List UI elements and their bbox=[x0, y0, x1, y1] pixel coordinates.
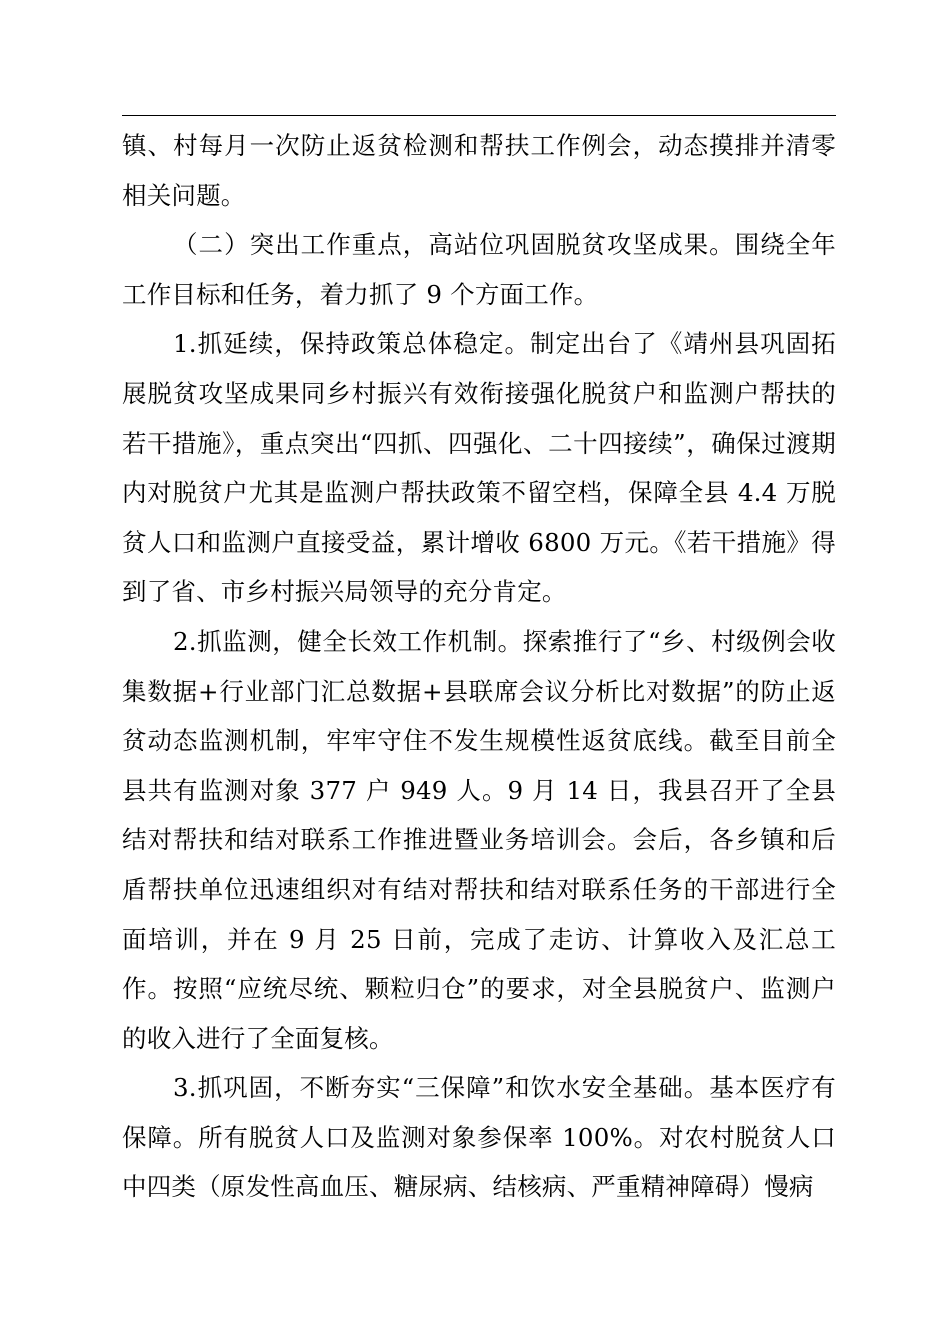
header-rule bbox=[122, 115, 836, 116]
paragraph-item-1: 1.抓延续，保持政策总体稳定。制定出台了《靖州县巩固拓展脱贫攻坚成果同乡村振兴有效衔接强化脱贫户和监测户帮扶的若干措施》，重点突出“四抓、四强化、二十四接续”，确保过渡期内对脱贫户尤其是监测户帮扶政策不留空档，保障全县 4.4 万脱贫人口和监测户直接受益，累计增收 6800 万元。《若干措施》得到了省、市乡村振兴局领导的充分肯定。 bbox=[122, 329, 836, 607]
paragraph-item-3: 3.抓巩固，不断夯实“三保障”和饮水安全基础。基本医疗有保障。所有脱贫人口及监测对象参保率 100%。对农村脱贫人口中四类（原发性高血压、糖尿病、结核病、严重精神障碍）慢病 bbox=[122, 1073, 836, 1202]
paragraph-item-2: 2.抓监测，健全长效工作机制。探索推行了“乡、村级例会收集数据+行业部门汇总数据+县联席会议分析比对数据”的防止返贫动态监测机制，牢牢守住不发生规模性返贫底线。截至目前全县共有监测对象 377 户 949 人。9 月 14 日，我县召开了全县结对帮扶和结对联系工作推进暨业务培训会。会后，各乡镇和后盾帮扶单位迅速组织对有结对帮扶和结对联系任务的干部进行全面培训，并在 9 月 25 日前，完成了走访、计算收入及汇总工作。按照“应统尽统、颗粒归仓”的要求，对全县脱贫户、监测户的收入进行了全面复核。 bbox=[122, 626, 836, 1053]
paragraph-continuation: 镇、村每月一次防止返贫检测和帮扶工作例会，动态摸排并清零相关问题。 bbox=[122, 131, 836, 210]
paragraph-section-heading: （二）突出工作重点，高站位巩固脱贫攻坚成果。围绕全年工作目标和任务，着力抓了 9 个方面工作。 bbox=[122, 230, 836, 309]
document-body bbox=[122, 121, 836, 1212]
